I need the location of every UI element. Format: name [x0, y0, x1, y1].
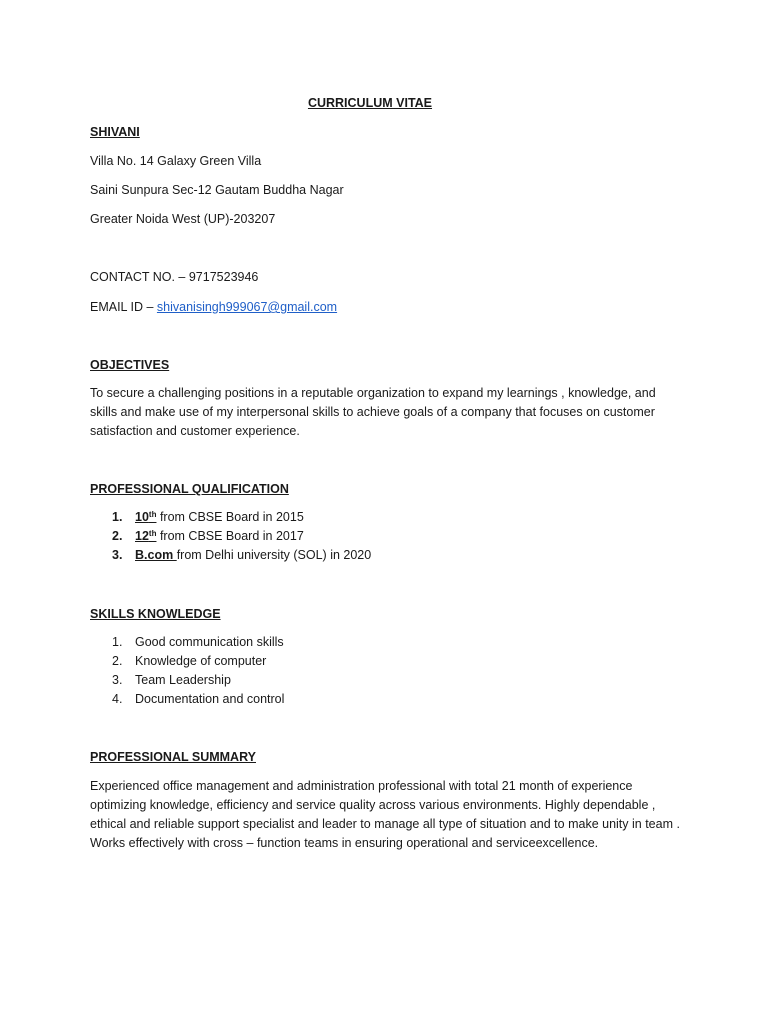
degree-label: B.com — [135, 548, 177, 562]
list-item — [112, 546, 371, 565]
list-item — [112, 671, 284, 690]
objectives-text: To secure a challenging positions in a reputable organization to expand my learnings , knowledge, and skills and make use of my interpersonal skills to achieve goals of a company that focuses on customer satisfaction and customer experience. — [90, 386, 656, 438]
item-text: from CBSE Board in 2017 — [156, 529, 304, 543]
item-text: Team Leadership — [135, 673, 231, 687]
list-item — [112, 508, 371, 527]
item-text: from Delhi university (SOL) in 2020 — [176, 548, 372, 562]
list-item — [112, 652, 284, 671]
address-line-1: Villa No. 14 Galaxy Green Villa — [90, 154, 262, 168]
item-number: 2. — [112, 654, 123, 668]
qualification-list — [112, 508, 371, 565]
list-item — [112, 527, 371, 546]
item-number: 3. — [112, 548, 123, 562]
email-row — [90, 298, 337, 316]
item-number: 4. — [112, 692, 123, 706]
item-number: 2. — [112, 529, 123, 543]
item-text: Documentation and control — [135, 692, 285, 706]
summary-heading: PROFESSIONAL SUMMARY — [90, 750, 256, 764]
item-text: from CBSE Board in 2015 — [156, 510, 304, 524]
degree-label: 12th — [135, 529, 157, 543]
address-line-3: Greater Noida West (UP)-203207 — [90, 212, 276, 226]
item-text: Knowledge of computer — [135, 654, 267, 668]
item-number: 1. — [112, 510, 123, 524]
summary-text: Experienced office management and administration professional with total 21 month of experience optimizing knowledge, efficiency and service quality across various environments. Highly dependable , ethical and reliable support specialist and leader to manage all type of situation and to make unity in team . Works effectively with cross – function teams in ensuring operational and serviceexcellence. — [90, 779, 680, 850]
skills-list — [112, 633, 284, 709]
list-item — [112, 690, 284, 709]
contact-number: CONTACT NO. – 9717523946 — [90, 270, 259, 284]
qualification-heading: PROFESSIONAL QUALIFICATION — [90, 482, 289, 496]
email-link[interactable]: shivanisingh999067@gmail.com — [156, 300, 338, 314]
item-text: Good communication skills — [135, 635, 284, 649]
email-label: EMAIL ID – — [90, 300, 157, 314]
document-title: CURRICULUM VITAE — [307, 96, 433, 110]
degree-label: 10th — [135, 510, 157, 524]
candidate-name: SHIVANI — [90, 125, 140, 139]
skills-heading: SKILLS KNOWLEDGE — [90, 607, 221, 621]
address-line-2: Saini Sunpura Sec-12 Gautam Buddha Nagar — [90, 183, 344, 197]
item-number: 3. — [112, 673, 123, 687]
list-item — [112, 633, 284, 652]
objectives-heading: OBJECTIVES — [90, 358, 170, 372]
item-number: 1. — [112, 635, 123, 649]
